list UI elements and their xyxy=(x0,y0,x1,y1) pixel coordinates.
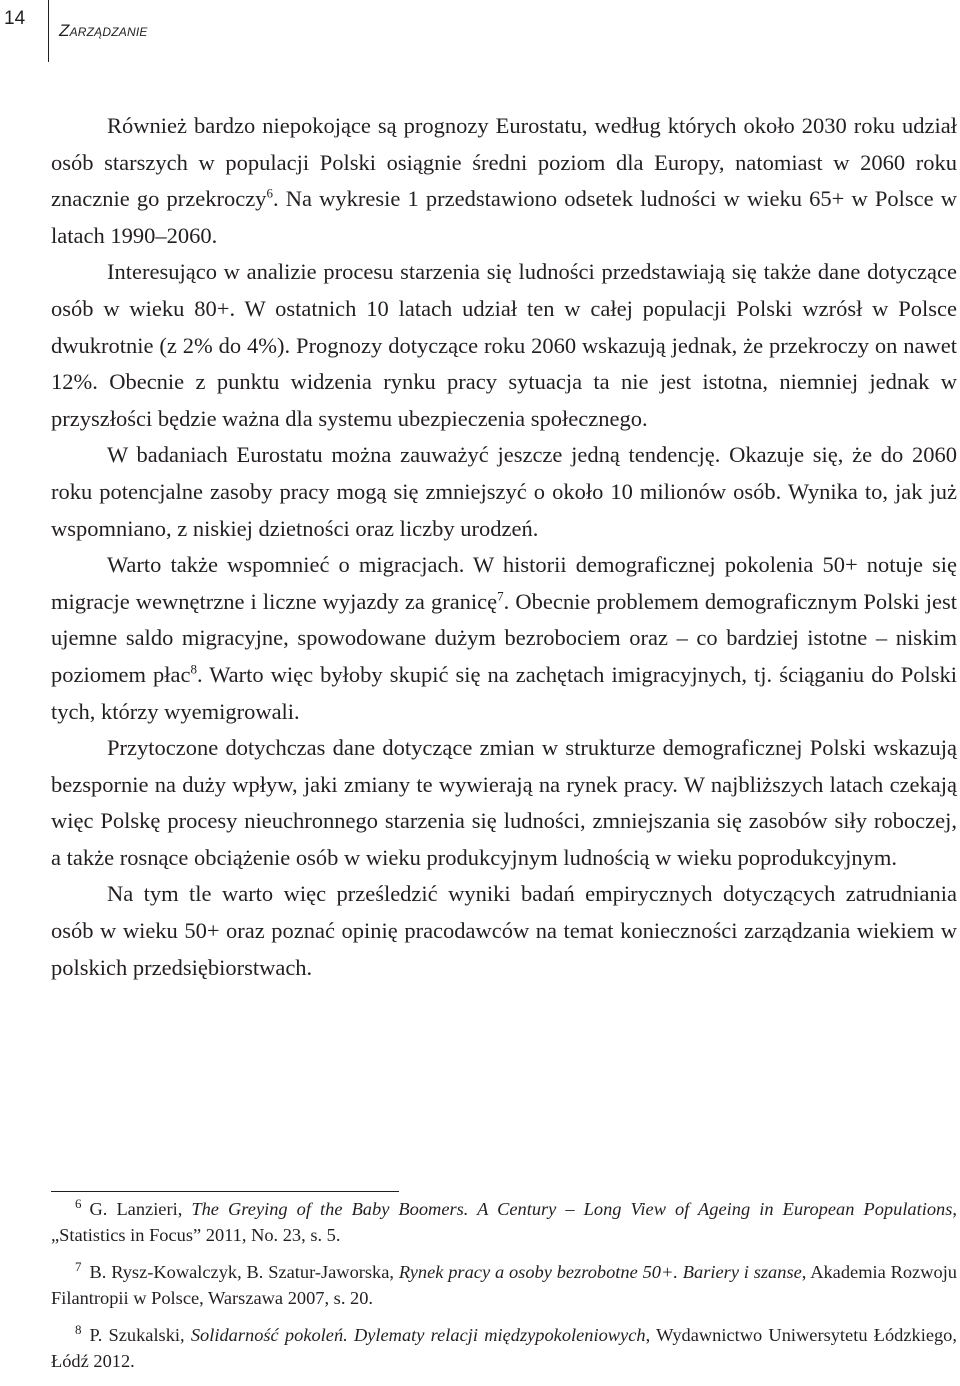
footnote xyxy=(51,1197,957,1248)
header-divider xyxy=(48,0,49,62)
footnote-details: , Wydawnictwo Uniwersytetu Łódzkiego, Łódź 2012. xyxy=(51,1325,957,1371)
footnote-title: Solidarność pokoleń. Dylematy relacji międzypokoleniowych xyxy=(190,1325,646,1345)
paragraph: Na tym tle warto więc prześledzić wyniki badań empirycznych dotyczących zatrudniania osób w wieku 50+ oraz poznać opinię pracodawców na temat konieczności zarządzania wiekiem w polskich przedsiębiorstwach. xyxy=(51,881,957,980)
footnotes xyxy=(51,1197,957,1386)
paragraph-text: . Na wykresie 1 przedstawiono odsetek ludności w wieku 65+ w Polsce w latach 1990–2060. xyxy=(51,186,957,248)
footnote-ref: 8 xyxy=(190,661,197,677)
paragraph: W badaniach Eurostatu można zauważyć jeszcze jedną tendencję. Okazuje się, że do 2060 roku potencjalne zasoby pracy mogą się zmniejszyć o około 10 milionów osób. Wynika to, jak już wspomniano, z niskiej dzietności oraz liczby urodzeń. xyxy=(51,442,957,541)
body-text xyxy=(51,108,957,986)
paragraph: Przytoczone dotychczas dane dotyczące zmian w strukturze demograficznej Polski wskazują bezspornie na duży wpływ, jaki zmiany te wywierają na rynek pracy. W najbliższych latach czekają więc Polskę procesy nieuchronnego starzenia się ludności, zmniejszania się zasobów siły roboczej, a także rosnące obciążenie osób w wieku produkcyjnym ludnością w wieku poprodukcyjnym. xyxy=(51,735,957,870)
footnote-author: B. Rysz-Kowalczyk, B. Szatur-Jaworska, xyxy=(89,1262,399,1282)
footnote-title: The Greying of the Baby Boomers. A Century – Long View of Ageing in European Populations xyxy=(191,1199,953,1219)
footnote-author: P. Szukalski, xyxy=(89,1325,191,1345)
footnote-author: G. Lanzieri, xyxy=(89,1199,192,1219)
paragraph-text: Warto także wspomnieć o migracjach. W historii demograficznej pokolenia 50+ notuje się migracje wewnętrzne i liczne wyjazdy za granicę xyxy=(51,552,957,614)
page-number: 14 xyxy=(4,8,26,29)
footnote-ref: 6 xyxy=(266,185,273,201)
footnote-number: 8 xyxy=(75,1321,82,1337)
footnote-ref: 7 xyxy=(497,588,504,604)
footnote-details: , Akademia Rozwoju Filantropii w Polsce, Warszawa 2007, s. 20. xyxy=(51,1262,958,1308)
paragraph: Interesująco w analizie procesu starzenia się ludności przedstawiają się także dane dotyczące osób w wieku 80+. W ostatnich 10 latach udział ten w całej populacji Polski wzrósł w Polsce dwukrotnie (z 2% do 4%). Prognozy dotyczące roku 2060 wskazują jednak, że przekroczy on nawet 12%. Obecnie z punktu widzenia rynku pracy sytuacja ta nie jest istotna, niemniej jednak w przyszłości będzie ważna dla systemu ubezpieczenia społecznego. xyxy=(51,259,957,431)
paragraph xyxy=(51,108,957,254)
paragraph-text: . Warto więc byłoby skupić się na zachętach imigracyjnych, tj. ściąganiu do Polski tych, którzy wyemigrowali. xyxy=(51,661,958,724)
footnote xyxy=(51,1323,957,1374)
page-header xyxy=(0,0,960,70)
footnote-number: 6 xyxy=(75,1195,82,1211)
paragraph-text: Również bardzo niepokojące są prognozy Eurostatu, według których około 2030 roku udział osób starszych w populacji Polski osiągnie średni poziom dla Europy, natomiast w 2060 roku znacznie go przekroczy xyxy=(51,113,957,212)
footnote-number: 7 xyxy=(75,1258,82,1274)
paragraph xyxy=(51,547,957,730)
paragraph-text: . Obecnie problemem demograficznym Polski jest ujemne saldo migracyjne, spowodowane dużym bezrobociem oraz – co bardziej istotne – niskim poziomem płac xyxy=(51,588,957,687)
footnote-title: Rynek pracy a osoby bezrobotne 50+. Bariery i szanse xyxy=(398,1262,802,1282)
running-head: Zarządzanie xyxy=(59,21,148,40)
footnote xyxy=(51,1260,957,1311)
footnote-divider xyxy=(51,1191,399,1192)
footnote-details: , „Statistics in Focus” 2011, No. 23, s. 5. xyxy=(51,1199,957,1245)
